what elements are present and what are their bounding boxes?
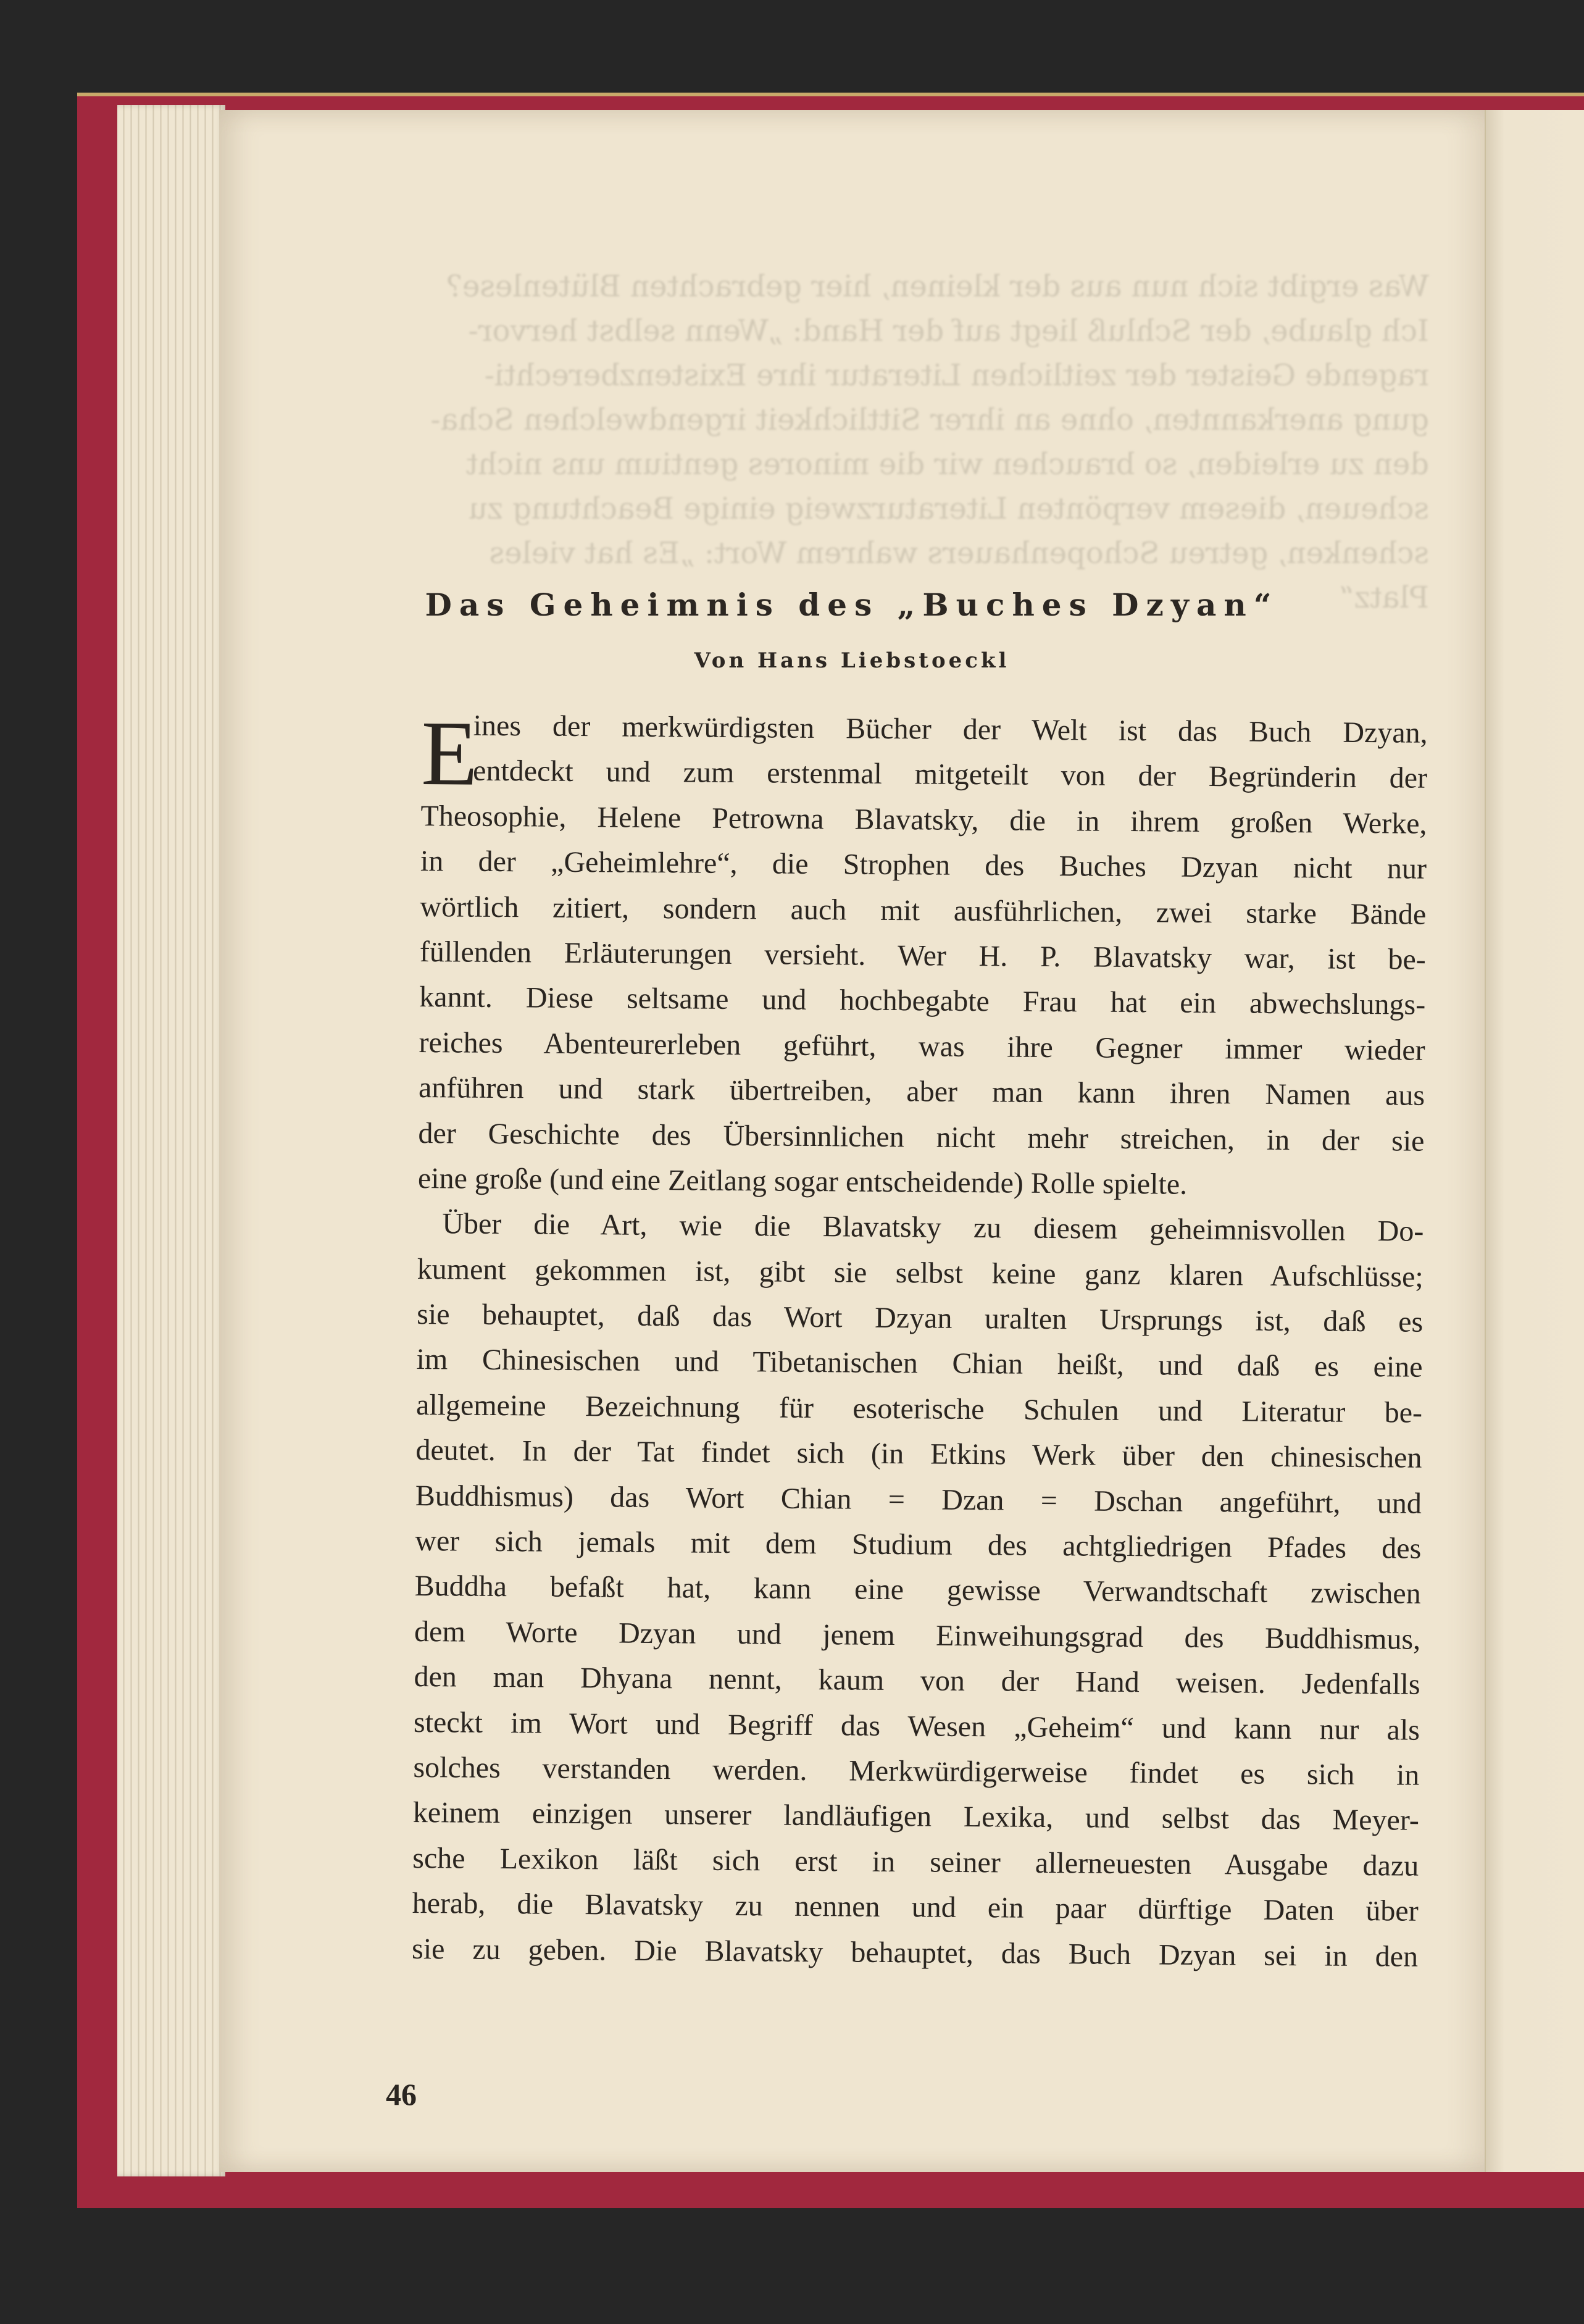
bleed-line: Was ergibt sich nun aus der kleinen, hier gebrachten Blütenlese? bbox=[446, 269, 1429, 304]
body-line: Theosophie, Helene Petrowna Blavatsky, die in ihrem großen Werke, bbox=[420, 799, 1427, 840]
body-line: steckt im Wort und Begriff das Wesen „Geheim“ und kann nur als bbox=[413, 1705, 1420, 1747]
body-line: entdeckt und zum erstenmal mitgeteilt von der Begründerin der bbox=[472, 754, 1428, 795]
body-line-text: ines der merkwürdigsten Bücher der Welt ist das Buch Dzyan, bbox=[473, 709, 1428, 750]
body-line: solches verstanden werden. Merkwürdigerweise findet es sich in bbox=[413, 1750, 1420, 1792]
facing-page-edge bbox=[1485, 110, 1584, 2172]
bleed-through-text bbox=[367, 264, 1429, 620]
body-line: keinem einzigen unserer landläufigen Lexika, und selbst das Meyer- bbox=[412, 1796, 1420, 1837]
body-line: anführen und stark übertreiben, aber man kann ihren Namen aus bbox=[418, 1071, 1425, 1112]
page-edges bbox=[117, 105, 225, 2176]
article-title: Das Geheimnis des „Buches Dzyan“ bbox=[425, 587, 1279, 623]
bleed-line: den zu erleiden, so brauchen wir die minores gentium uns nicht bbox=[466, 447, 1429, 482]
body-line: herab, die Blavatsky zu nennen und ein paar dürftige Daten über bbox=[412, 1887, 1419, 1928]
body-line: allgemeine Bezeichnung für esoterische Schulen und Literatur be- bbox=[415, 1388, 1423, 1429]
article-body bbox=[412, 703, 1428, 1979]
body-line: reiches Abenteurerleben geführt, was ihre Gegner immer wieder bbox=[419, 1026, 1425, 1067]
bleed-line: schenken, getreu Schopenhauers wahrem Wort: „Es hat vieles bbox=[489, 536, 1429, 571]
body-line: sie behauptet, daß das Wort Dzyan uralten Ursprungs ist, daß es bbox=[417, 1298, 1424, 1339]
body-line: kument gekommen ist, gibt sie selbst keine ganz klaren Aufschlüsse; bbox=[417, 1252, 1424, 1294]
body-line: deutet. In der Tat findet sich (in Etkins Werk über den chinesischen bbox=[415, 1434, 1422, 1475]
body-line: der Geschichte des Übersinnlichen nicht mehr streichen, in der sie bbox=[418, 1116, 1425, 1158]
bleed-line: scheuen, diesem verpönten Literaturzweig einige Beachtung zu bbox=[468, 491, 1429, 526]
body-line: Buddha befaßt hat, kann eine gewisse Verwandtschaft zwischen bbox=[414, 1570, 1421, 1611]
body-line: Über die Art, wie die Blavatsky zu diesem geheimnisvollen Do- bbox=[442, 1207, 1424, 1248]
article-author: Von Hans Liebstoeckl bbox=[694, 648, 1010, 673]
body-line: wer sich jemals mit dem Studium des achtgliedrigen Pfades des bbox=[415, 1524, 1422, 1565]
body-line: füllenden Erläuterungen versieht. Wer H. P. Blavatsky war, ist be- bbox=[419, 935, 1426, 976]
bleed-line: Platz“ bbox=[1339, 580, 1429, 615]
bleed-line: gung anerkannten, ohne an ihrer Sittlichkeit irgendwelchen Scha- bbox=[430, 403, 1429, 437]
body-line: eine große (und eine Zeitlang sogar entscheidende) Rolle spielte. bbox=[417, 1161, 1188, 1201]
body-line: kannt. Diese seltsame und hochbegabte Frau hat ein abwechslungs- bbox=[419, 980, 1426, 1022]
page-number: 46 bbox=[386, 2077, 417, 2112]
book-page bbox=[219, 110, 1485, 2172]
bleed-line: Ich glaube, der Schluß liegt auf der Hand: „Wenn selbst hervor- bbox=[468, 314, 1429, 348]
body-line: dem Worte Dzyan und jenem Einweihungsgrad des Buddhismus, bbox=[414, 1615, 1421, 1656]
body-line: in der „Geheimlehre“, die Strophen des Buches Dzyan nicht nur bbox=[420, 845, 1427, 885]
body-line: sie zu geben. Die Blavatsky behauptet, das Buch Dzyan sei in den bbox=[411, 1932, 1419, 1973]
body-line: Buddhismus) das Wort Chian = Dzan = Dschan angeführt, und bbox=[415, 1479, 1422, 1520]
drop-cap: E bbox=[420, 702, 478, 805]
body-line: sche Lexikon läßt sich erst in seiner allerneuesten Ausgabe dazu bbox=[412, 1841, 1419, 1883]
body-line: den man Dhyana nennt, kaum von der Hand weisen. Jedenfalls bbox=[414, 1660, 1420, 1701]
body-line: im Chinesischen und Tibetanischen Chian heißt, und daß es eine bbox=[416, 1343, 1423, 1384]
bleed-line: ragende Geister der zeitlichen Literatur ihre Existenzberechti- bbox=[484, 358, 1429, 393]
body-line: wörtlich zitiert, sondern auch mit ausführlichen, zwei starke Bände bbox=[420, 890, 1427, 931]
